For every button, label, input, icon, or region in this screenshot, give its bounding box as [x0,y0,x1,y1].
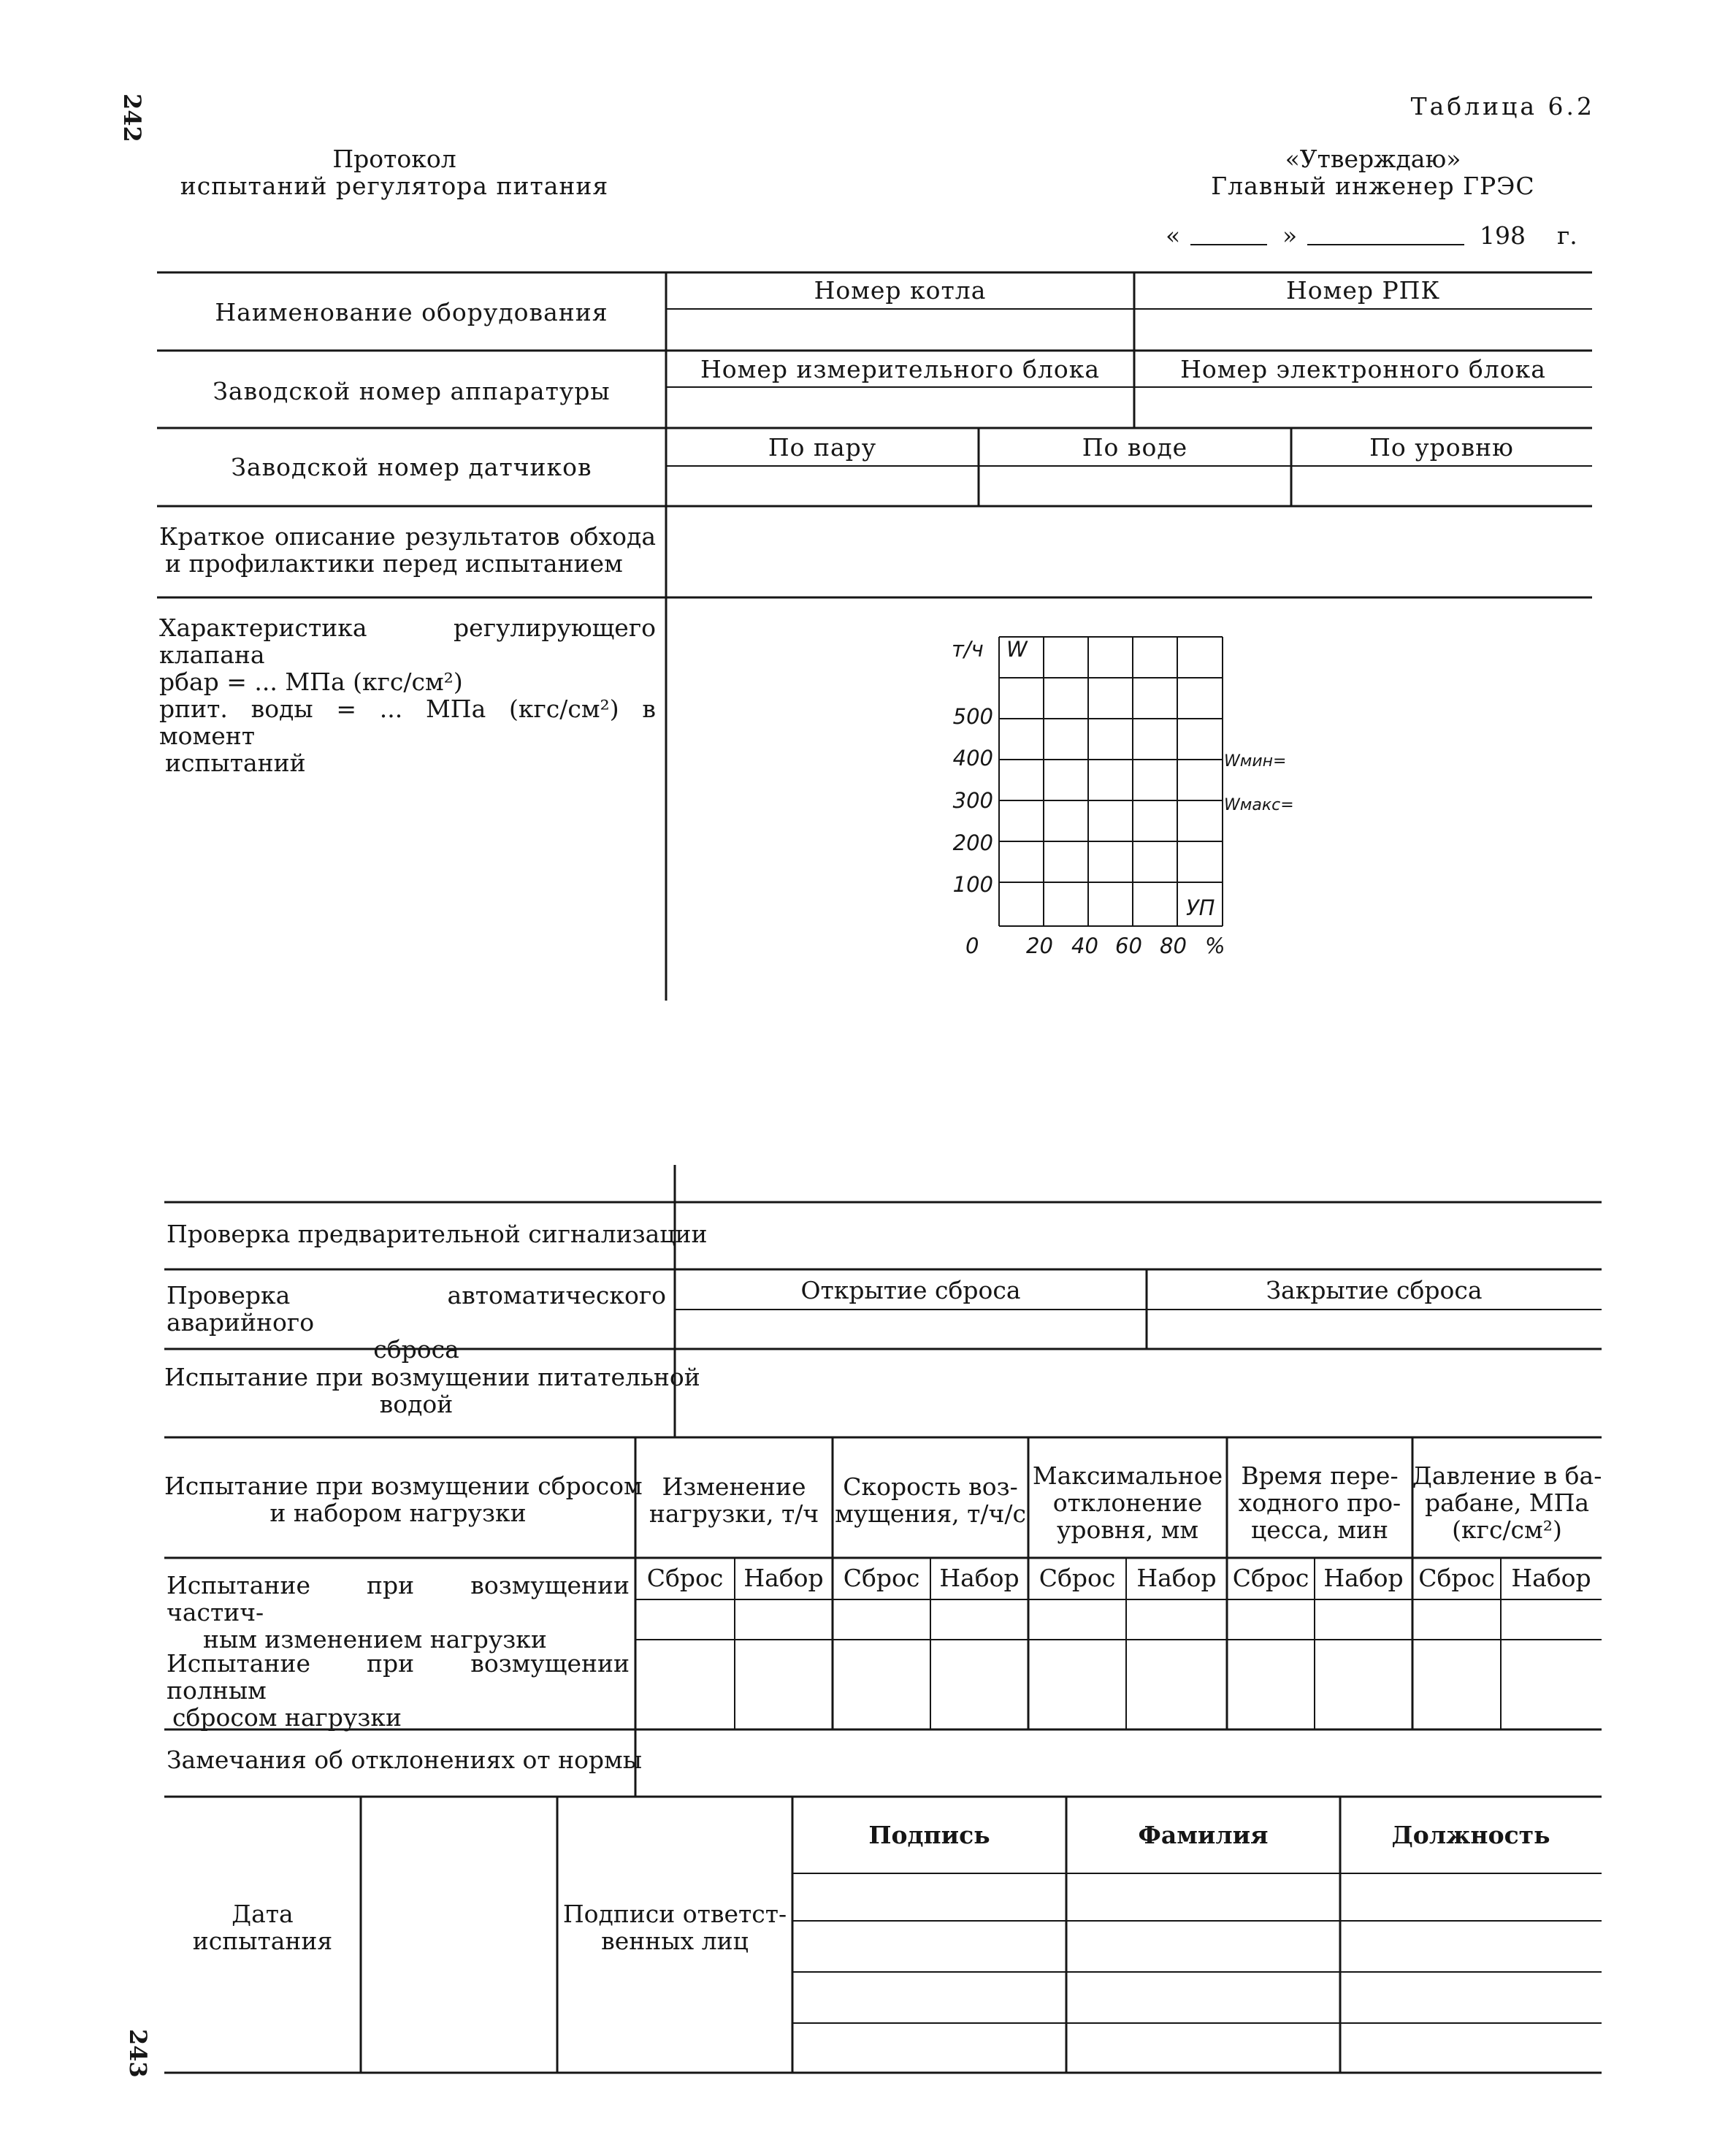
feed-water-label [164,1363,700,1418]
pre-signal-label: Проверка предварительной сигнализации [167,1220,708,1248]
signature-column-header: Подпись [868,1821,990,1849]
table-label: Таблица 6.2 [1410,92,1595,121]
auto-dump-label [167,1282,666,1364]
partial-change-line1: Испытание при возмущении частич- [167,1571,630,1626]
full-reset-line2: сбросом нагрузки [172,1702,402,1732]
column-header-line: мущения, т/ч/с [835,1499,1026,1528]
gain-subheader: Набор [1323,1564,1404,1592]
approval-date-open-quote: « [1166,221,1181,250]
full-reset-line1: Испытание при возмущении полным [167,1649,630,1705]
chart-right-label-max: Wмакс= [1224,796,1294,814]
valve-line4: испытаний [165,748,306,777]
brief-description-line2: и профилактики перед испытанием [165,548,623,578]
brief-description-line1: Краткое описание результатов обхода [159,522,656,551]
equipment-name-label: Наименование оборудования [215,298,608,326]
partial-change-label [167,1572,630,1654]
feed-water-line2: водой [379,1389,454,1418]
chart-inner-label-top: W [1006,637,1028,662]
protocol-title-line2: испытаний регулятора питания [180,171,609,200]
chart-x-tick: 20 [1026,933,1053,958]
approval-signer: Главный инженер ГРЭС [1211,171,1535,200]
approval-date-year: 198 [1480,221,1526,250]
test-date-label [164,1901,361,1955]
by-water-label: По воде [1082,433,1188,462]
reset-subheader: Сброс [646,1564,724,1592]
test-date-line1: Дата [232,1900,294,1928]
chart-y-tick: 400 [952,746,993,771]
reset-subheader: Сброс [1418,1564,1495,1592]
column-header [1412,1463,1602,1544]
dump-load-label [164,1472,643,1527]
reset-subheader: Сброс [1232,1564,1309,1592]
column-header [635,1474,833,1528]
approval-title: «Утверждаю» [1285,145,1461,173]
column-header-line: рабане, МПа [1424,1488,1590,1517]
page-number-top: 242 [118,93,146,142]
boiler-number-label: Номер котла [814,276,987,305]
dump-close-label: Закрытие сброса [1266,1276,1483,1304]
chart-y-tick: 200 [952,830,993,855]
feed-water-line1: Испытание при возмущении питательной [164,1363,700,1391]
valve-line3: pпит. воды = ... МПа (кгс/см²) в момент [159,694,656,750]
chart-y-tick: 500 [952,704,993,729]
factory-sensors-label: Заводской номер датчиков [231,453,592,481]
dump-load-line1: Испытание при возмущении сбросом [164,1472,643,1500]
measuring-block-label: Номер измерительного блока [700,355,1100,383]
page-number-bottom: 243 [124,2029,152,2078]
signatures-line1: Подписи ответст- [562,1900,787,1928]
auto-dump-line1: Проверка автоматического аварийного [167,1281,666,1337]
protocol-title-line1: Протокол [332,145,456,173]
valve-characteristic-label [159,615,656,777]
signatures-label [557,1901,792,1955]
column-header [1028,1463,1227,1544]
by-level-label: По уровню [1369,433,1514,462]
gain-subheader: Набор [1136,1564,1217,1592]
test-date-line2: испытания [192,1926,333,1955]
column-header-line: (кгс/см²) [1452,1515,1562,1544]
column-header-line: уровня, мм [1056,1515,1199,1544]
chart-y-tick: 100 [952,872,993,897]
brief-description-label [159,524,656,578]
partial-change-line2: ным изменением нагрузки [203,1624,547,1654]
column-header-line: Время пере- [1241,1461,1399,1490]
gain-subheader: Набор [743,1564,824,1592]
auto-dump-line2: сброса [373,1334,459,1364]
electronic-block-label: Номер электронного блока [1180,355,1546,383]
column-header [1227,1463,1412,1544]
chart-grid [999,637,1223,926]
chart-x-tick: % [1205,933,1225,958]
remarks-label: Замечания об отклонениях от нормы [167,1746,642,1774]
chart-x-tick: 80 [1160,933,1187,958]
approval-block [1183,146,1563,200]
approval-date-year-suffix: г. [1557,221,1577,250]
chart-inner-label-bottom: УП [1186,895,1215,920]
column-header-line: Максимальное [1032,1461,1223,1490]
by-steam-label: По пару [768,433,877,462]
column-header-line: цесса, мин [1250,1515,1389,1544]
full-reset-label [167,1651,630,1732]
chart-y-unit: т/ч [952,637,984,662]
column-header [833,1474,1028,1528]
chart-right-label-min: Wмин= [1224,752,1287,771]
dump-load-line2: и набором нагрузки [269,1498,527,1527]
chart-x-tick: 40 [1071,933,1098,958]
protocol-title [153,146,635,200]
column-header-line: Давление в ба- [1412,1461,1602,1490]
chart-x-tick: 0 [965,933,979,958]
rpk-number-label: Номер РПК [1286,276,1440,305]
gain-subheader: Набор [1511,1564,1591,1592]
factory-apparatus-label: Заводской номер аппаратуры [213,377,611,405]
column-header-line: ходного про- [1238,1488,1401,1517]
valve-line1: Характеристика регулирующего клапана [159,613,656,669]
gain-subheader: Набор [939,1564,1020,1592]
surname-column-header: Фамилия [1138,1821,1269,1849]
valve-line2: pбар = ... МПа (кгс/см²) [159,667,463,696]
signatures-line2: венных лиц [601,1926,749,1955]
column-header-line: Изменение [662,1472,806,1501]
column-header-line: отклонение [1052,1488,1203,1517]
reset-subheader: Сброс [843,1564,920,1592]
reset-subheader: Сброс [1039,1564,1116,1592]
position-column-header: Должность [1391,1821,1550,1849]
column-header-line: нагрузки, т/ч [649,1499,819,1528]
chart-y-tick: 300 [952,788,993,813]
dump-open-label: Открытие сброса [800,1276,1021,1304]
chart-x-tick: 60 [1115,933,1142,958]
column-header-line: Скорость воз- [843,1472,1018,1501]
approval-date-close-quote: » [1282,221,1298,250]
